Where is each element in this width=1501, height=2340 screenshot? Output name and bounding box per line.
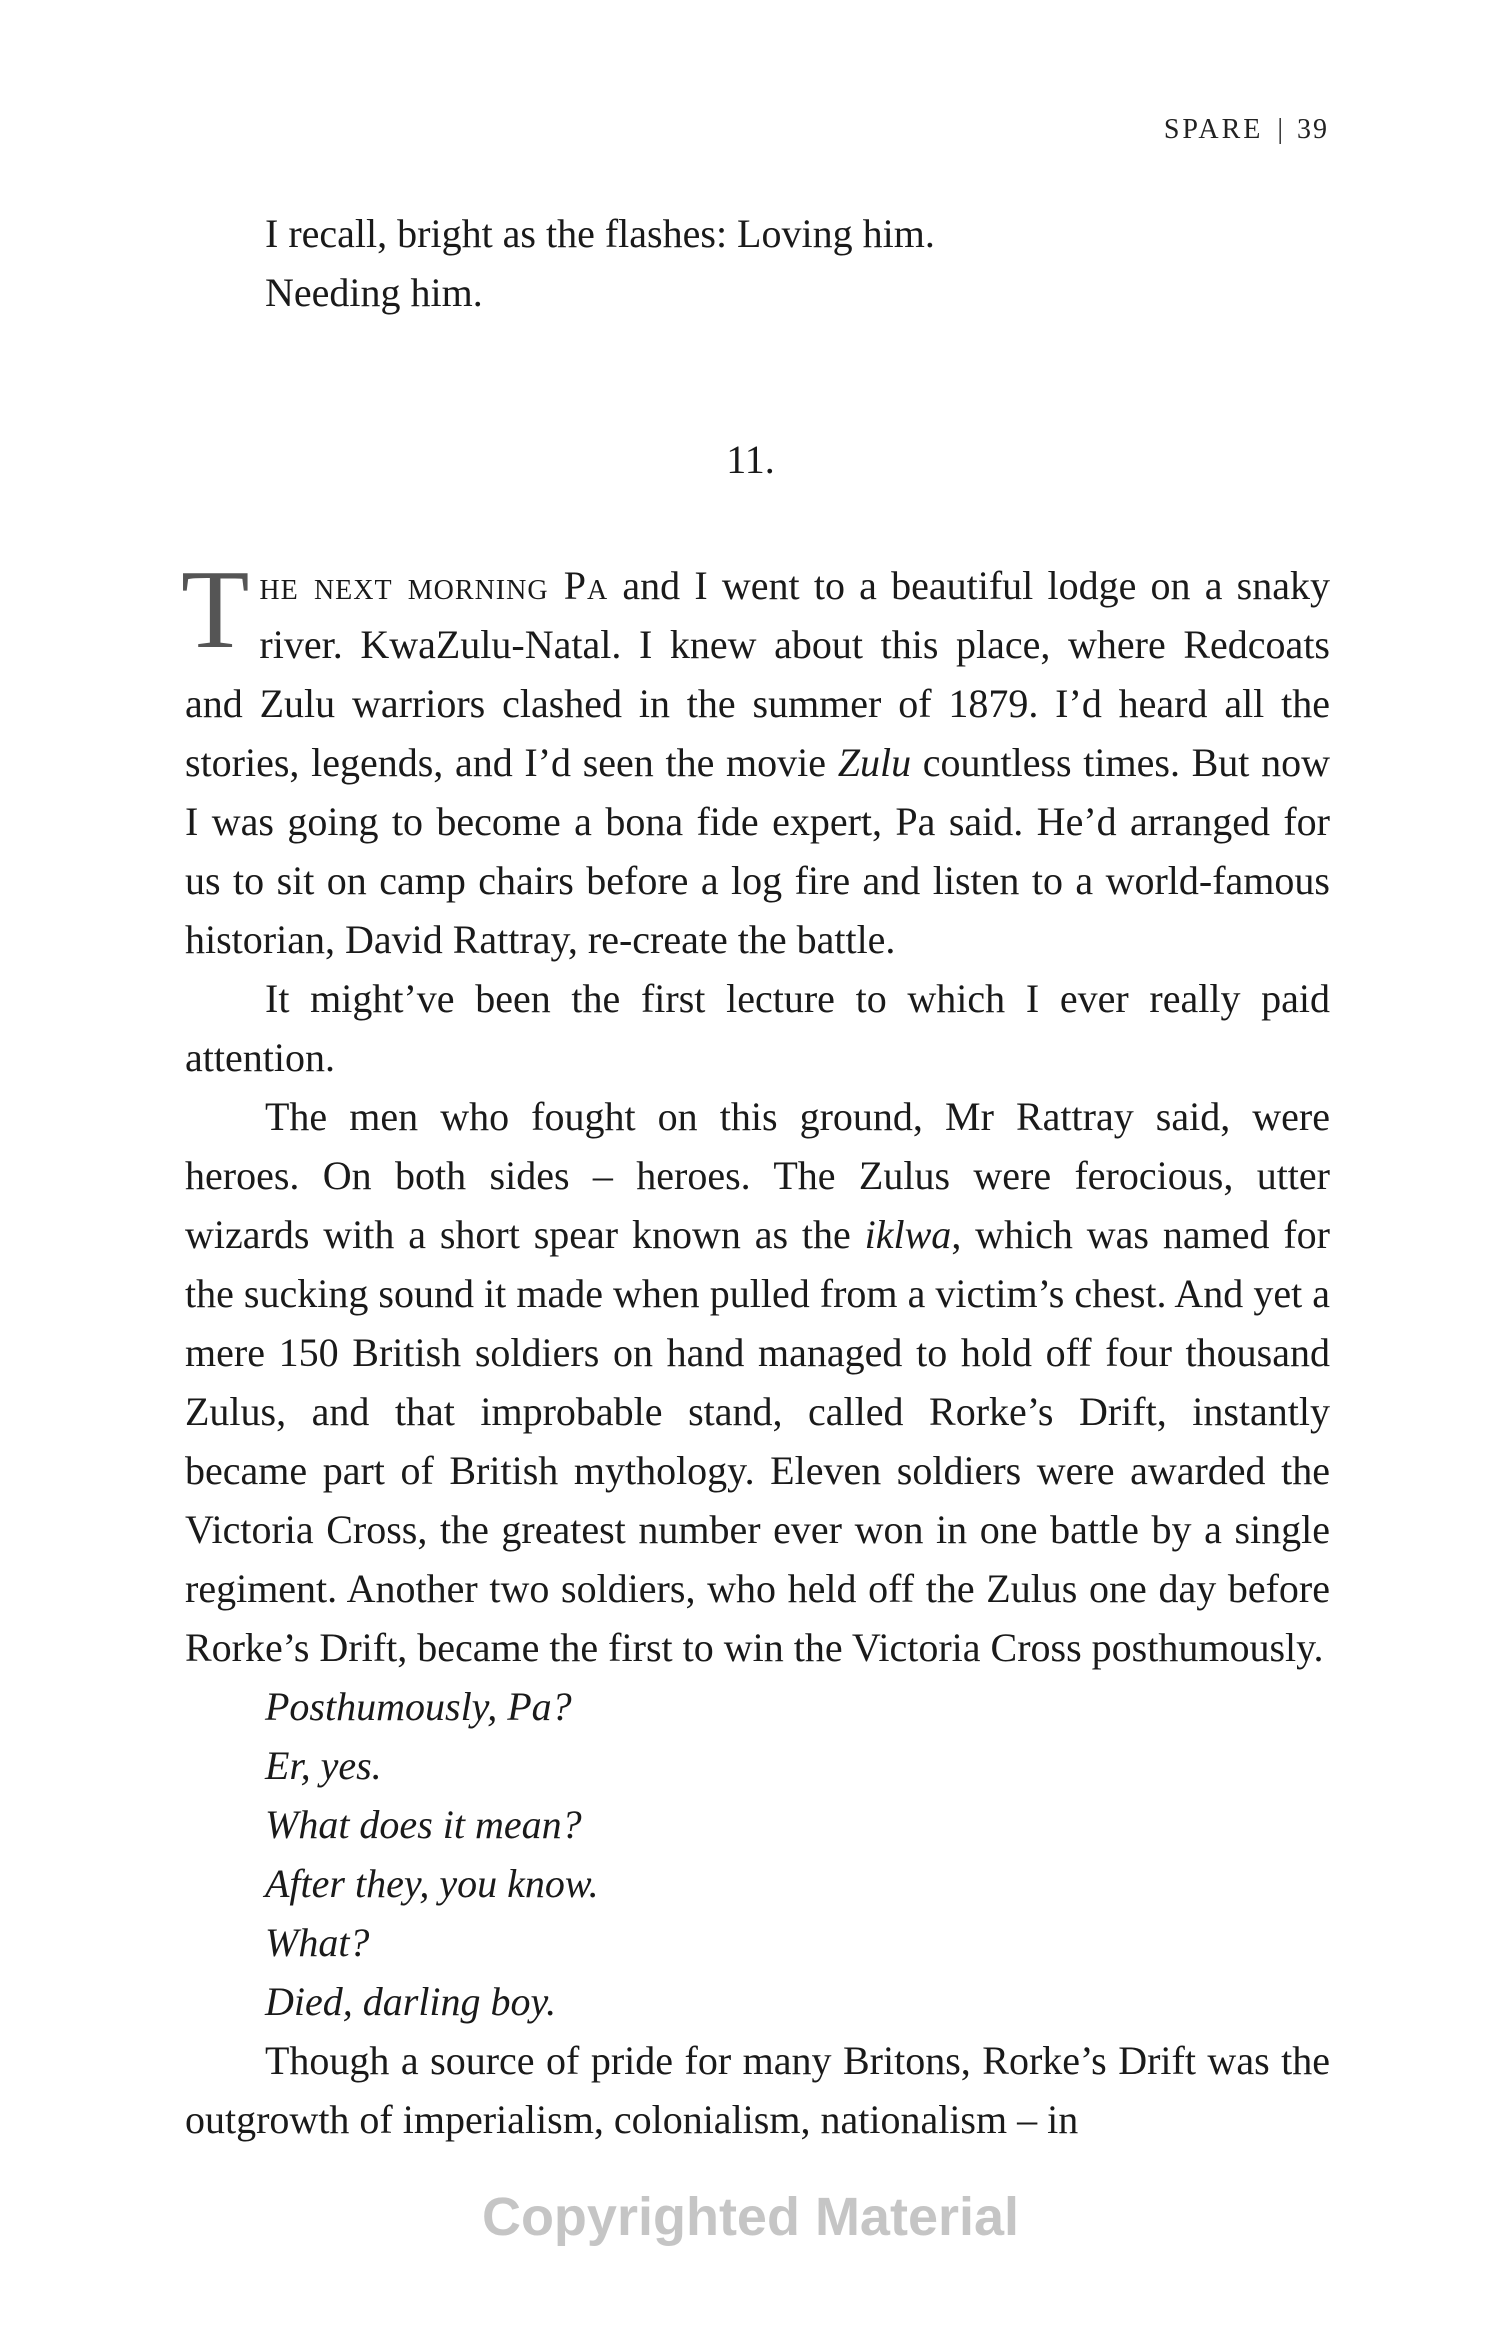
intro-text	[185, 204, 1330, 322]
chapter-number: 11.	[726, 437, 775, 482]
paragraph-1-text-b: countless times. But now I was going to become a bona fide expert, Pa said. He’d arranged for us to sit on camp chairs before a log fire and listen to a world-famous historian, David Rattray, re-create the battle.	[185, 740, 1330, 962]
paragraph-2: It might’ve been the first lecture to which I ever really paid attention.	[185, 976, 1330, 1080]
running-head-title: SPARE	[1163, 114, 1264, 145]
drop-cap: T	[181, 548, 250, 672]
intro-line-1: I recall, bright as the flashes: Loving him.	[265, 211, 935, 256]
dialog-line: What does it mean?	[265, 1802, 582, 1847]
paragraph-3-text-b: , which was named for the sucking sound it made when pulled from a victim’s chest. And yet a mere 150 British soldiers on hand managed to hold off four thousand Zulus, and that improbable stand, called Rorke’s Drift, instantly became part of British mythology. Eleven soldiers were awarded the Victoria Cross, the greatest number ever won in one battle by a single regiment. Another two soldiers, who held off the Zulus one day before Rorke’s Drift, became the first to win the Victoria Cross posthumously.	[185, 1212, 1330, 1670]
dialog-line: Died, darling boy.	[265, 1979, 557, 2024]
paragraph-3	[185, 1087, 1330, 1677]
dialog-line: What?	[265, 1920, 370, 1965]
paragraph-1-italic: Zulu	[837, 740, 912, 785]
dialog-line: Er, yes.	[265, 1743, 382, 1788]
intro-line-2: Needing him.	[265, 270, 483, 315]
running-head	[1164, 114, 1329, 146]
dialog-line: After they, you know.	[265, 1861, 599, 1906]
paragraph-3-text-a: The men who fought on this ground, Mr Rattray said, were heroes. On both sides – heroes. The Zulus were ferocious, utter wizards with a short spear known as the	[185, 1094, 1330, 1257]
paragraph-1	[181, 548, 1330, 969]
page-number: 39	[1297, 114, 1329, 145]
paragraph-1-text-a: and I went to a beautiful lodge on a snaky river. KwaZulu-Natal. I knew about this place, where Redcoats and Zulu warriors clashed in the summer of 1879. I’d heard all the stories, legends, and I’d seen the movie	[185, 563, 1330, 785]
opening-small-caps: he next morning Pa	[259, 563, 609, 608]
paragraph-4: Though a source of pride for many Britons, Rorke’s Drift was the outgrowth of imperialism, colonialism, nationalism – in	[185, 2038, 1330, 2142]
running-head-separator: |	[1277, 114, 1283, 145]
dialog-line: Posthumously, Pa?	[265, 1684, 572, 1729]
copyright-watermark: Copyrighted Material	[481, 2187, 1020, 2247]
chapter-body	[181, 548, 1330, 2149]
paragraph-3-italic: iklwa	[864, 1212, 952, 1257]
